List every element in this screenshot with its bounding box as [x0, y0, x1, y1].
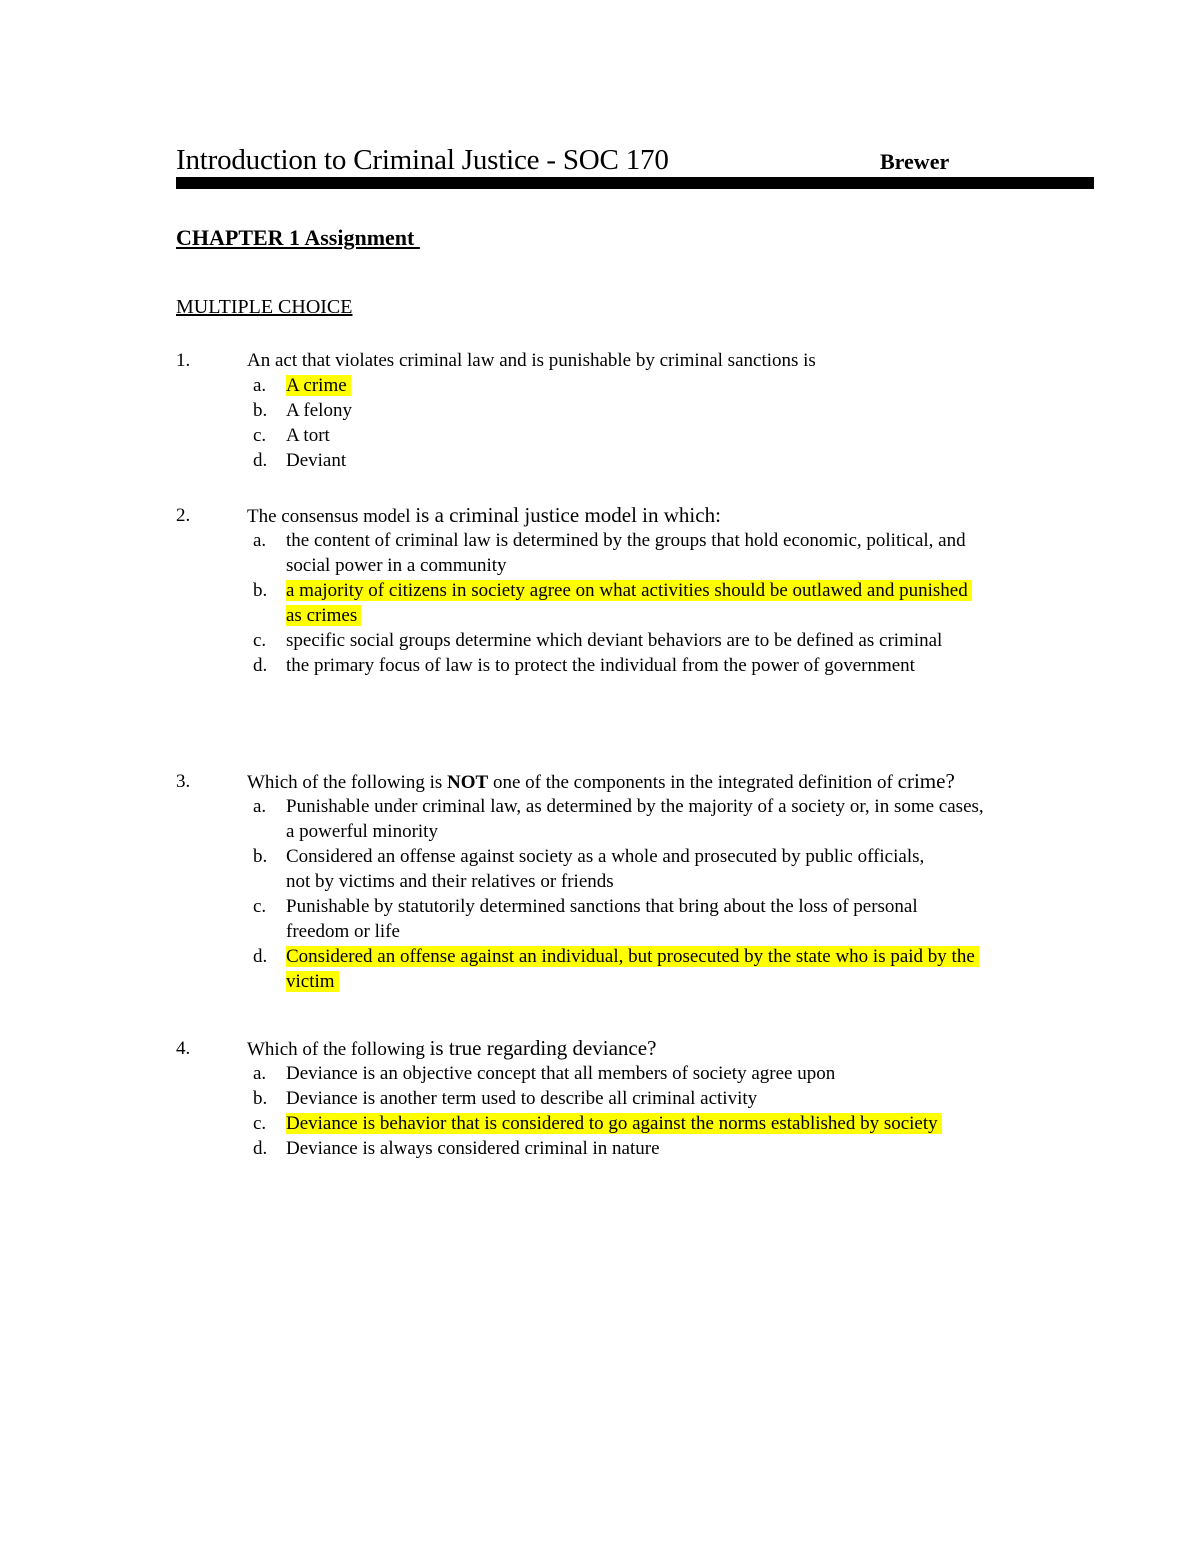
author-name: Brewer	[880, 149, 950, 174]
option-letter: d.	[253, 450, 268, 471]
option-text-highlighted: A crime	[286, 375, 351, 396]
answer-option	[176, 578, 1076, 628]
question-text: An act that violates criminal law and is punishable by criminal sanctions is	[247, 350, 816, 371]
option-letter: c.	[253, 425, 267, 446]
answer-option	[176, 398, 1076, 423]
question-text: The consensus model is a criminal justice model in which:	[247, 503, 721, 527]
answer-option	[176, 373, 1076, 398]
question-text: Which of the following is true regarding deviance?	[247, 1036, 657, 1060]
question-stem	[176, 503, 1076, 528]
answer-option	[176, 528, 1076, 578]
option-letter: d.	[253, 1138, 268, 1159]
option-letter: a.	[253, 796, 267, 817]
course-title: Introduction to Criminal Justice - SOC 170	[176, 144, 669, 176]
question-1	[176, 348, 1076, 473]
answer-option	[176, 1111, 1076, 1136]
option-text: Deviant	[286, 450, 347, 471]
option-text: Considered an offense against society as a whole and prosecuted by public officials, not by victims and their relatives or friends	[286, 846, 925, 892]
option-text-highlighted: Deviance is behavior that is considered to go against the norms established by society	[286, 1113, 942, 1134]
option-letter: c.	[253, 896, 267, 917]
option-letter: a.	[253, 375, 267, 396]
header-rule	[176, 177, 1094, 189]
option-text: the primary focus of law is to protect the individual from the power of government	[286, 655, 915, 676]
option-text: Deviance is always considered criminal in nature	[286, 1138, 660, 1159]
question-stem	[176, 348, 1076, 373]
answer-option	[176, 944, 1076, 994]
option-letter: b.	[253, 1088, 268, 1109]
chapter-heading: CHAPTER 1 Assignment	[176, 225, 420, 250]
answer-option	[176, 448, 1076, 473]
option-letter: a.	[253, 530, 267, 551]
question-stem	[176, 769, 1076, 794]
question-number: 1.	[176, 350, 191, 371]
option-text: Deviance is another term used to describe all criminal activity	[286, 1088, 758, 1109]
question-number: 4.	[176, 1038, 191, 1059]
option-letter: b.	[253, 846, 268, 867]
answer-option	[176, 844, 1076, 894]
option-letter: b.	[253, 580, 268, 601]
option-text-highlighted: Considered an offense against an individual, but prosecuted by the state who is paid by the victim	[286, 946, 979, 992]
option-letter: d.	[253, 655, 268, 676]
answer-option	[176, 1136, 1076, 1161]
option-letter: d.	[253, 946, 268, 967]
section-heading: MULTIPLE CHOICE	[176, 296, 353, 318]
question-2	[176, 503, 1076, 678]
answer-option	[176, 1086, 1076, 1111]
question-4	[176, 1036, 1076, 1161]
question-stem	[176, 1036, 1076, 1061]
option-text: Punishable by statutorily determined sanctions that bring about the loss of personal freedom or life	[286, 896, 918, 942]
option-text: Punishable under criminal law, as determined by the majority of a society or, in some cases, a powerful minority	[286, 796, 984, 842]
option-text: A tort	[286, 425, 330, 446]
option-letter: c.	[253, 1113, 267, 1134]
question-3	[176, 769, 1076, 994]
question-text: Which of the following is NOT one of the components in the integrated definition of crime?	[247, 769, 955, 793]
option-letter: c.	[253, 630, 267, 651]
option-letter: a.	[253, 1063, 267, 1084]
option-letter: b.	[253, 400, 268, 421]
question-number: 3.	[176, 771, 191, 792]
answer-option	[176, 894, 1076, 944]
option-text: A felony	[286, 400, 352, 421]
option-text-highlighted: a majority of citizens in society agree on what activities should be outlawed and punished as crimes	[286, 580, 972, 626]
question-number: 2.	[176, 505, 191, 526]
answer-option	[176, 1061, 1076, 1086]
option-text: the content of criminal law is determined by the groups that hold economic, political, and social power in a community	[286, 530, 966, 576]
answer-option	[176, 423, 1076, 448]
answer-option	[176, 628, 1076, 653]
answer-option	[176, 653, 1076, 678]
option-text: Deviance is an objective concept that all members of society agree upon	[286, 1063, 836, 1084]
answer-option	[176, 794, 1076, 844]
option-text: specific social groups determine which deviant behaviors are to be defined as criminal	[286, 630, 943, 651]
